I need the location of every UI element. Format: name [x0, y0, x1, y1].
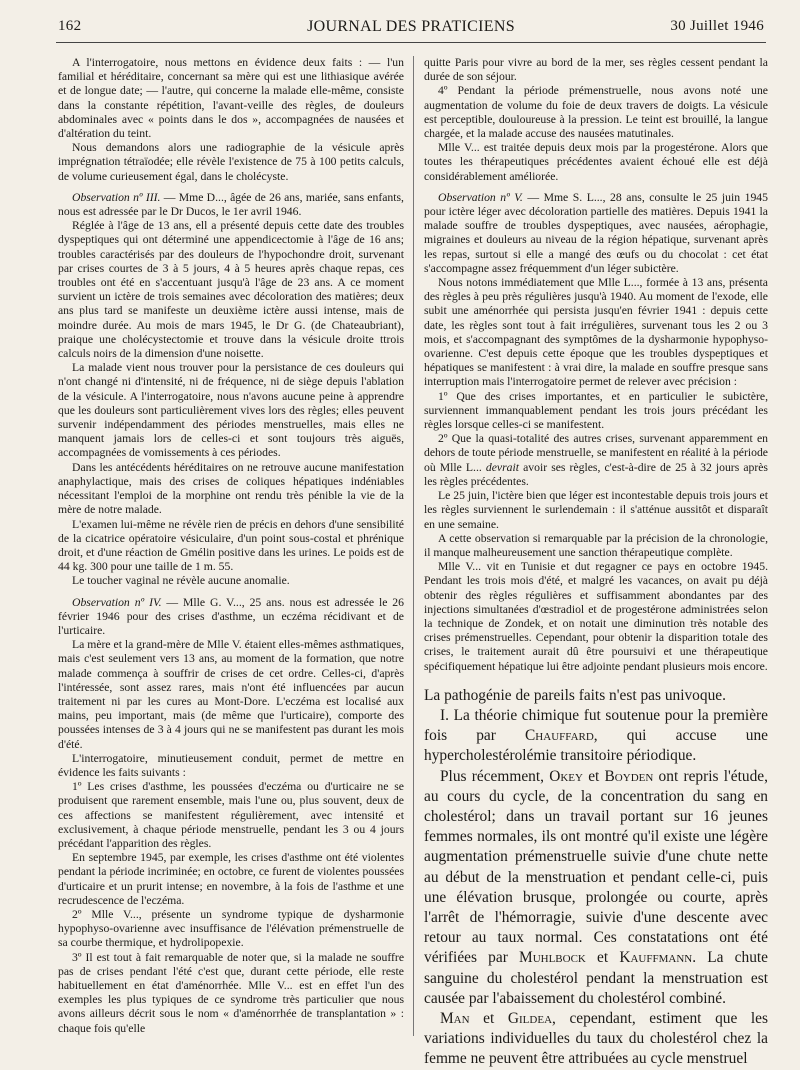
paragraph: Mlle V... est traitée depuis deux mois par la progestérone. Alors que toutes les thérapeutiques précédentes avaient échoué elle est déjà considérablement améliorée. — [424, 141, 768, 183]
author-name: Kauffmann — [619, 949, 693, 967]
pathogenie-section — [424, 686, 768, 1070]
paragraph: 2º Mlle V..., présente un syndrome typique de dysharmonie hypophyso-ovarienne avec insuffisance de l'élévation prémenstruelle de sa courbe thermique, et hydrolipopexie. — [58, 907, 404, 950]
paragraph: Le toucher vaginal ne révèle aucune anomalie. — [72, 574, 290, 588]
author-name: Gildea — [507, 1009, 553, 1027]
issue-date: 30 Juillet 1946 — [670, 18, 764, 34]
paragraph: 2º Que la quasi-totalité des autres crises, survenant apparemment en dehors de toute période menstruelle, se manifestent en réalité à la période où Mlle L... devrait avoir ses règles, c'est-à-dire de 25 à 32 jours après les règles précédentes. — [424, 432, 768, 488]
paragraph: A cette observation si remarquable par la précision de la chronologie, il manque malheureusement une sanction thérapeutique complète. — [424, 531, 768, 559]
paragraph: 1º Que des crises importantes, et en particulier le subictère, surviennent immanquablement pendant les trois jours précédant les règles lorsque celles-ci se manifestent. — [424, 389, 768, 432]
paragraph: Nous demandons alors une radiographie de la vésicule après imprégnation tétraïodée; elle révèle l'existence de 75 à 100 petits calculs, de volume curieusement égal, dans le cholécyste. — [58, 141, 404, 183]
observation-text: — Mme S. L..., 28 ans, consulte le 25 juin 1945 pour ictère léger avec décoloration partielle des matières. Depuis 1941 la malade souffre de troubles dyspeptiques, avec nausées, aérophagie, migraines et douleurs au niveau de la région hépatique, survenant après les repas, surtout si elle a mangé des œufs ou du chocolat : cet état s'accompagne assez fréquemment d'un léger subictère. — [424, 190, 768, 275]
author-name: Muhlbock — [519, 949, 586, 967]
observation-3-intro — [58, 191, 404, 219]
paragraph: Mlle V... vit en Tunisie et dut regagner ce pays en octobre 1945. Pendant les trois mois d'été, et malgré les vacances, on avait pu déjà obtenir des règles régulières et suffisamment abondantes par des injections simultanées d'œstradiol et de progestérone administrées selon la technique de Zondek, et on notait une diminution très notable des crises prémenstruelles. Cependant, pour obtenir la disparition totale des crises, le traitement aurait dû être poursuivi et une thérapeutique spécifiquement hépatique lui être adjointe pendant plusieurs mois encore. — [424, 560, 768, 673]
author-name: Chauffard — [525, 727, 594, 745]
observation-5-intro — [424, 191, 768, 276]
observation-text: — Mlle G. V..., 25 ans. nous est adressée le 26 février 1946 pour des crises d'asthme, un eczéma récidivant et de l'urticaire. — [58, 595, 404, 637]
author-name: Okey — [549, 767, 583, 785]
section-heading: La pathogénie de pareils faits n'est pas univoque. — [424, 686, 726, 704]
observation-text: — Mme D..., âgée de 26 ans, mariée, sans enfants, nous est adressée par le Dr Ducos, le 1er avril 1946. — [58, 190, 404, 219]
paragraph: A l'interrogatoire, nous mettons en évidence deux faits : — l'un familial et héréditaire, concernant sa mère qui est une lithiasique avérée et de longue date; — l'autre, qui concerne la malade elle-même, consiste dans la constante répétition, l'avant-veille des règles, de douleurs abdominales avec « points dans le dos », accompagnées de nausées et d'altération du teint. — [58, 56, 404, 141]
observation-label: Observation nº IV. — [72, 595, 162, 609]
paragraph: 4º Pendant la période prémenstruelle, nous avons noté une augmentation de volume du foie de deux travers de doigts. La vésicule est perceptible, douloureuse à la pression. Le teint est brouillé, la langue chargée, et la malade accuse des nausées matutinales. — [424, 84, 768, 141]
paragraph: L'examen lui-même ne révèle rien de précis en dehors d'une sensibilité de la cicatrice opératoire vésiculaire, d'un point sous-costal et phrénique droit, et d'une réaction de Gmélin positive dans les urines. Le poids est de 44 kg. 300 pour une taille de 1 m. 55. — [58, 517, 404, 574]
paragraph: Nous notons immédiatement que Mlle L..., formée à 13 ans, présenta des règles à peu près régulières jusqu'à 1940. Au moment de l'exode, elle subit une aménorrhée qui persista jusqu'en février 1941 : depuis cette date, les règles sont tout à fait irrégulières, survenant tous les 2 ou 3 mois, et s'accompagnant des symptômes de la dysharmonie hypophyso-ovarienne. C'est depuis cette époque que les troubles dyspeptiques et hépatiques se manifestent : à vrai dire, la malade en souffre presque sans interruption mais l'interrogatoire permet de relever avec précision : — [424, 276, 768, 389]
left-column — [58, 56, 404, 1036]
page-header — [58, 18, 764, 40]
paragraph: Man et Gildea, cependant, estiment que les variations individuelles du taux du cholestérol chez la femme ne peuvent être attribuées au cycle menstruel — [424, 1009, 768, 1068]
column-divider — [413, 56, 414, 1036]
paragraph: En septembre 1945, par exemple, les crises d'asthme ont été violentes pendant la période incriminée; en octobre, ce furent de violentes poussées d'urticaire et un prurit intense; en novembre, à la fois de l'asthme et une recrudescence de l'eczéma. — [58, 851, 404, 907]
paragraph: Réglée à l'âge de 13 ans, ell a présenté depuis cette date des troubles dyspeptiques qui ont déterminé une appendicectomie à l'âge de 16 ans; troubles caractérisés par des douleurs de l'hypochondre droit, survenant par crises courtes de 3 à 5 jours, 4 à 5 heures après chaque repas, ces troubles ont été en s'accentuant jusqu'à l'âge de 23 ans. A ce moment survient un ictère de trois semaines avec décoloration des matières; deux ans plus tard se manifeste un deuxième ictère aussi intense, mais de moindre durée. Au mois de mars 1945, le Dr G. (de Chateaubriant), praique une cholécystectomie et trouve dans la vésicule droite ttrois calculs noirs de la dimension d'une noisette. — [58, 219, 404, 361]
author-name: Boyden — [604, 767, 654, 785]
paragraph: L'interrogatoire, minutieusement conduit, permet de mettre en évidence les faits suivants : — [58, 751, 404, 779]
observation-label: Observation nº III. — [72, 190, 161, 204]
journal-title: JOURNAL DES PRATICIENS — [307, 18, 515, 35]
header-rule — [56, 42, 766, 43]
paragraph: quitte Paris pour vivre au bord de la mer, ses règles cessent pendant la durée de son séjour. — [424, 56, 768, 84]
paragraph: 3º Il est tout à fait remarquable de noter que, si la malade ne souffre pas de crises pendant l'été c'est que, durant cette période, elle reste habituellement en état d'aménorrhée. Mlle V... est en effet l'un des exemples les plus typiques de ce syndrome très particulier que nous avons ailleurs décrit sous le nom « d'aménorrhée de transplantation » : chaque fois qu'elle — [58, 950, 404, 1035]
author-name: Man — [440, 1009, 470, 1027]
paragraph: 1º Les crises d'asthme, les poussées d'eczéma ou d'urticaire ne se produisent que rarement ensemble, mais l'une ou, plus souvent, deux de ces affections se manifestent régulièrement, avec intensité et exclusivement, à chaque période menstruelle, pendant les 3 ou 4 jours précédant l'apparition des règles. — [58, 780, 404, 850]
observation-label: Observation nº V. — [438, 190, 523, 204]
observation-4-intro — [58, 596, 404, 639]
paragraph: Plus récemment, Okey et Boyden ont repris l'étude, au cours du cycle, de la concentration du sang en cholestérol; dans un travail portant sur 16 jeunes femmes normales, ils ont montré qu'il existe une légère augmentation prémenstruelle suivie d'une chute nette au début de la menstruation et pendant celle-ci, puis une élévation brusque, prolongée ou courte, après l'arrêt de l'hémorragie, suivie d'une descente avec retour au taux normal. Ces constatations ont été vérifiées par Muhlbock et Kauffmann. La chute sanguine du cholestérol pendant la menstruation est causée par l'abaissement du cholestérol combiné. — [424, 767, 768, 1007]
paragraph: Le 25 juin, l'ictère bien que léger est incontestable depuis trois jours et les règles surviennent le surlendemain : il s'atténue aussitôt et disparaît en une semaine. — [424, 489, 768, 531]
right-column — [424, 56, 768, 1070]
paragraph: I. La théorie chimique fut soutenue pour la première fois par Chauffard, qui accuse une hypercholestérolémie transitoire périodique. — [424, 706, 768, 765]
page-number: 162 — [58, 18, 82, 34]
paragraph: La malade vient nous trouver pour la persistance de ces douleurs qui n'ont changé ni d'intensité, ni de fréquence, ni de siège depuis l'ablation de la vésicule. A l'interrogatoire, nous n'avons aucune peine à apprendre que les douleurs sont particulièrement vives lors des règles; elles peuvent survenir indépendamment des périodes menstruelles, mais elles ne manquent jamais lors de celles-ci et sont toujours très aiguës, accompagnées de vomissements à ces périodes. — [58, 361, 404, 460]
paragraph: Dans les antécédents héréditaires on ne retrouve aucune manifestation anaphylactique, mais des crises de coliques hépatiques indéniables nécessitant l'emploi de la morphine ont rendu très pénible la vie de la mère de notre malade. — [58, 460, 404, 517]
paragraph: La mère et la grand-mère de Mlle V. étaient elles-mêmes asthmatiques, mais c'est seulement vers 13 ans, au moment de la formation, que notre malade commença à souffrir de crises de cet ordre. Celles-ci, d'après l'intéressée, sont assez rares, mais n'ont été influencées par aucun traitement ni par les cures au Mont-Dore. L'eczéma est localisé aux mains, peu important, mais (de même que l'urticaire), comporte des poussées intenses de 3 à 4 jours qui ne se manifestent pas durant les mois d'été. — [58, 638, 404, 751]
